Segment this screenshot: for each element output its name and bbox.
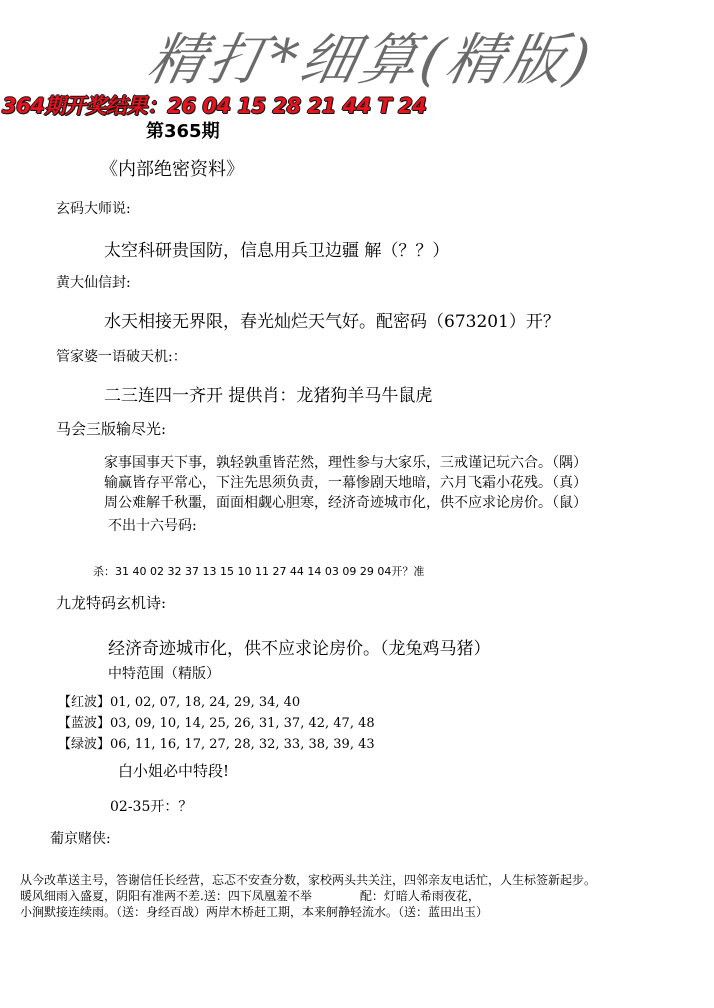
huang-label: 黄大仙信封: xyxy=(56,275,131,291)
footer-line: 从今改革送主号，答谢信任长经营，忘忑不安查分数，家校两头共关注，四邻亲友电话忙，人生标签新起步。 xyxy=(20,873,597,887)
jiulong-text: 经济奇迹城市化，供不应求论房价。（龙兔鸡马猪） xyxy=(108,639,491,659)
wave-name: 【红波】 xyxy=(58,695,111,710)
poem-line: 家事国事天下事，孰轻孰重皆茫然，理性参与大家乐，三戒谨记玩六合。（隅） xyxy=(104,455,587,471)
xuanma-text: 太空科研贵国防，信息用兵卫边疆 解（？？） xyxy=(104,241,450,261)
previous-result-banner: 364期开奖结果：26 04 15 28 21 44 T 24 xyxy=(2,94,427,118)
doc-subtitle: 《内部绝密资料》 xyxy=(100,159,244,180)
wave-name: 【蓝波】 xyxy=(58,716,111,731)
mahui-poem xyxy=(104,453,587,513)
wave-numbers: 01, 02, 07, 18, 24, 29, 34, 40 xyxy=(110,695,301,710)
wave-name: 【绿波】 xyxy=(58,737,111,752)
kill-numbers: 杀：31 40 02 32 37 13 15 10 11 27 44 14 03 09 29 04开？准 xyxy=(93,565,425,578)
huang-text: 水天相接无界限，春光灿烂天气好。配密码（673201）开？ xyxy=(104,312,560,332)
wave-numbers: 03, 09, 10, 14, 25, 26, 31, 37, 42, 47, 48 xyxy=(110,716,375,731)
wave-row-green xyxy=(58,733,375,752)
footer-line: 暖风细雨入盛夏，阴阳有准两不差.送：四下凤凰羞不举 配：灯暗人希雨夜花， xyxy=(20,889,480,903)
pujing-label: 葡京赌侠: xyxy=(50,831,111,847)
footer-line: 小涧默接连续雨。（送：身经百战）两岸木桥赶工期，本来舸静轻流水。（送：蓝田出玉） xyxy=(20,905,489,919)
bai-line: 白小姐必中特段! xyxy=(118,762,230,780)
jiulong-label: 九龙特码玄机诗: xyxy=(56,594,167,612)
guanjia-text: 二三连四一齐开 提供肖：龙猪狗羊马牛鼠虎 xyxy=(104,386,433,406)
xuanma-label: 玄码大师说: xyxy=(56,201,131,217)
handwritten-title-image xyxy=(142,16,600,100)
mahui-label: 马会三版输尽光: xyxy=(56,420,167,438)
handwritten-title: 精打*细算(精版) xyxy=(142,28,600,93)
no16-label: 不出十六号码: xyxy=(108,518,197,534)
range-label: 中特范围（精版） xyxy=(108,666,220,682)
poem-line: 周公难解千秋噩，面面相觑心胆寒，经济奇迹城市化，供不应求论房价。（鼠） xyxy=(104,495,587,511)
period-number: 第365期 xyxy=(146,121,220,142)
open-line: 02-35开：？ xyxy=(110,799,193,815)
guanjia-label: 管家婆一语破天机:： xyxy=(56,349,187,365)
footer-text xyxy=(20,872,596,920)
wave-numbers: 06, 11, 16, 17, 27, 28, 32, 33, 38, 39, 43 xyxy=(110,737,375,752)
wave-row-red xyxy=(58,691,300,710)
wave-row-blue xyxy=(58,712,375,731)
poem-line: 输赢皆存平常心，下注先思须负责，一幕惨剧天地暗，六月飞霜小花残。（真） xyxy=(104,475,587,491)
